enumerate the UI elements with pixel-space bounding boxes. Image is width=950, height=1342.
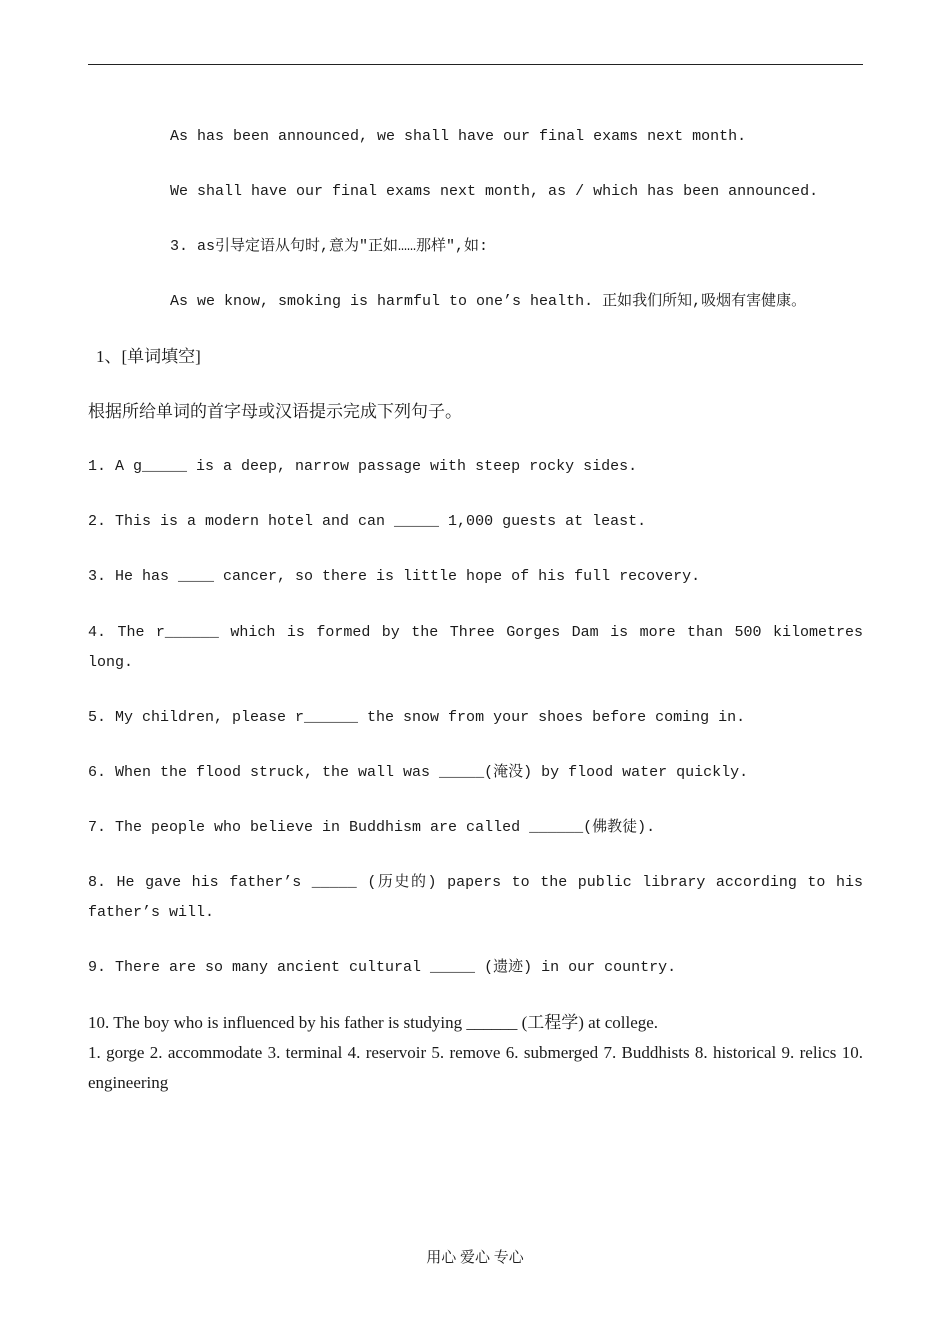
- answer-key: 1. gorge 2. accommodate 3. terminal 4. reservoir 5. remove 6. submerged 7. Buddhists 8. historical 9. relics 10. engineering: [88, 1043, 863, 1092]
- question-4: 4. The r______ which is formed by the Three Gorges Dam is more than 500 kilometres long.: [88, 624, 863, 671]
- question-8: 8. He gave his father’s _____ (历史的) papers to the public library according to his father’s will.: [88, 874, 863, 921]
- question-1: 1. A g_____ is a deep, narrow passage with steep rocky sides.: [88, 458, 638, 475]
- question-9: 9. There are so many ancient cultural _____ (遗迹) in our country.: [88, 959, 677, 976]
- question-2: 2. This is a modern hotel and can _____ 1,000 guests at least.: [88, 513, 647, 530]
- question-3: 3. He has ____ cancer, so there is little hope of his full recovery.: [88, 568, 701, 585]
- section-heading: 1、[单词填空]: [96, 347, 201, 366]
- example-sentence-2: We shall have our final exams next month, as / which has been announced.: [170, 183, 819, 200]
- header-rule: [88, 64, 863, 65]
- rule-point-3: 3. as引导定语从句时,意为"正如……那样",如:: [170, 238, 489, 255]
- example-sentence-3: As we know, smoking is harmful to one’s health. 正如我们所知,吸烟有害健康。: [170, 293, 807, 310]
- question-5: 5. My children, please r______ the snow from your shoes before coming in.: [88, 709, 746, 726]
- question-6: 6. When the flood struck, the wall was _____(淹没) by flood water quickly.: [88, 764, 749, 781]
- question-10: 10. The boy who is influenced by his father is studying ______ (工程学) at college.: [88, 1013, 659, 1032]
- question-7: 7. The people who believe in Buddhism are called ______(佛教徒).: [88, 819, 656, 836]
- example-sentence-1: As has been announced, we shall have our final exams next month.: [170, 128, 747, 145]
- page-footer: 用心 爱心 专心: [426, 1250, 524, 1266]
- instruction: 根据所给单词的首字母或汉语提示完成下列句子。: [88, 402, 462, 421]
